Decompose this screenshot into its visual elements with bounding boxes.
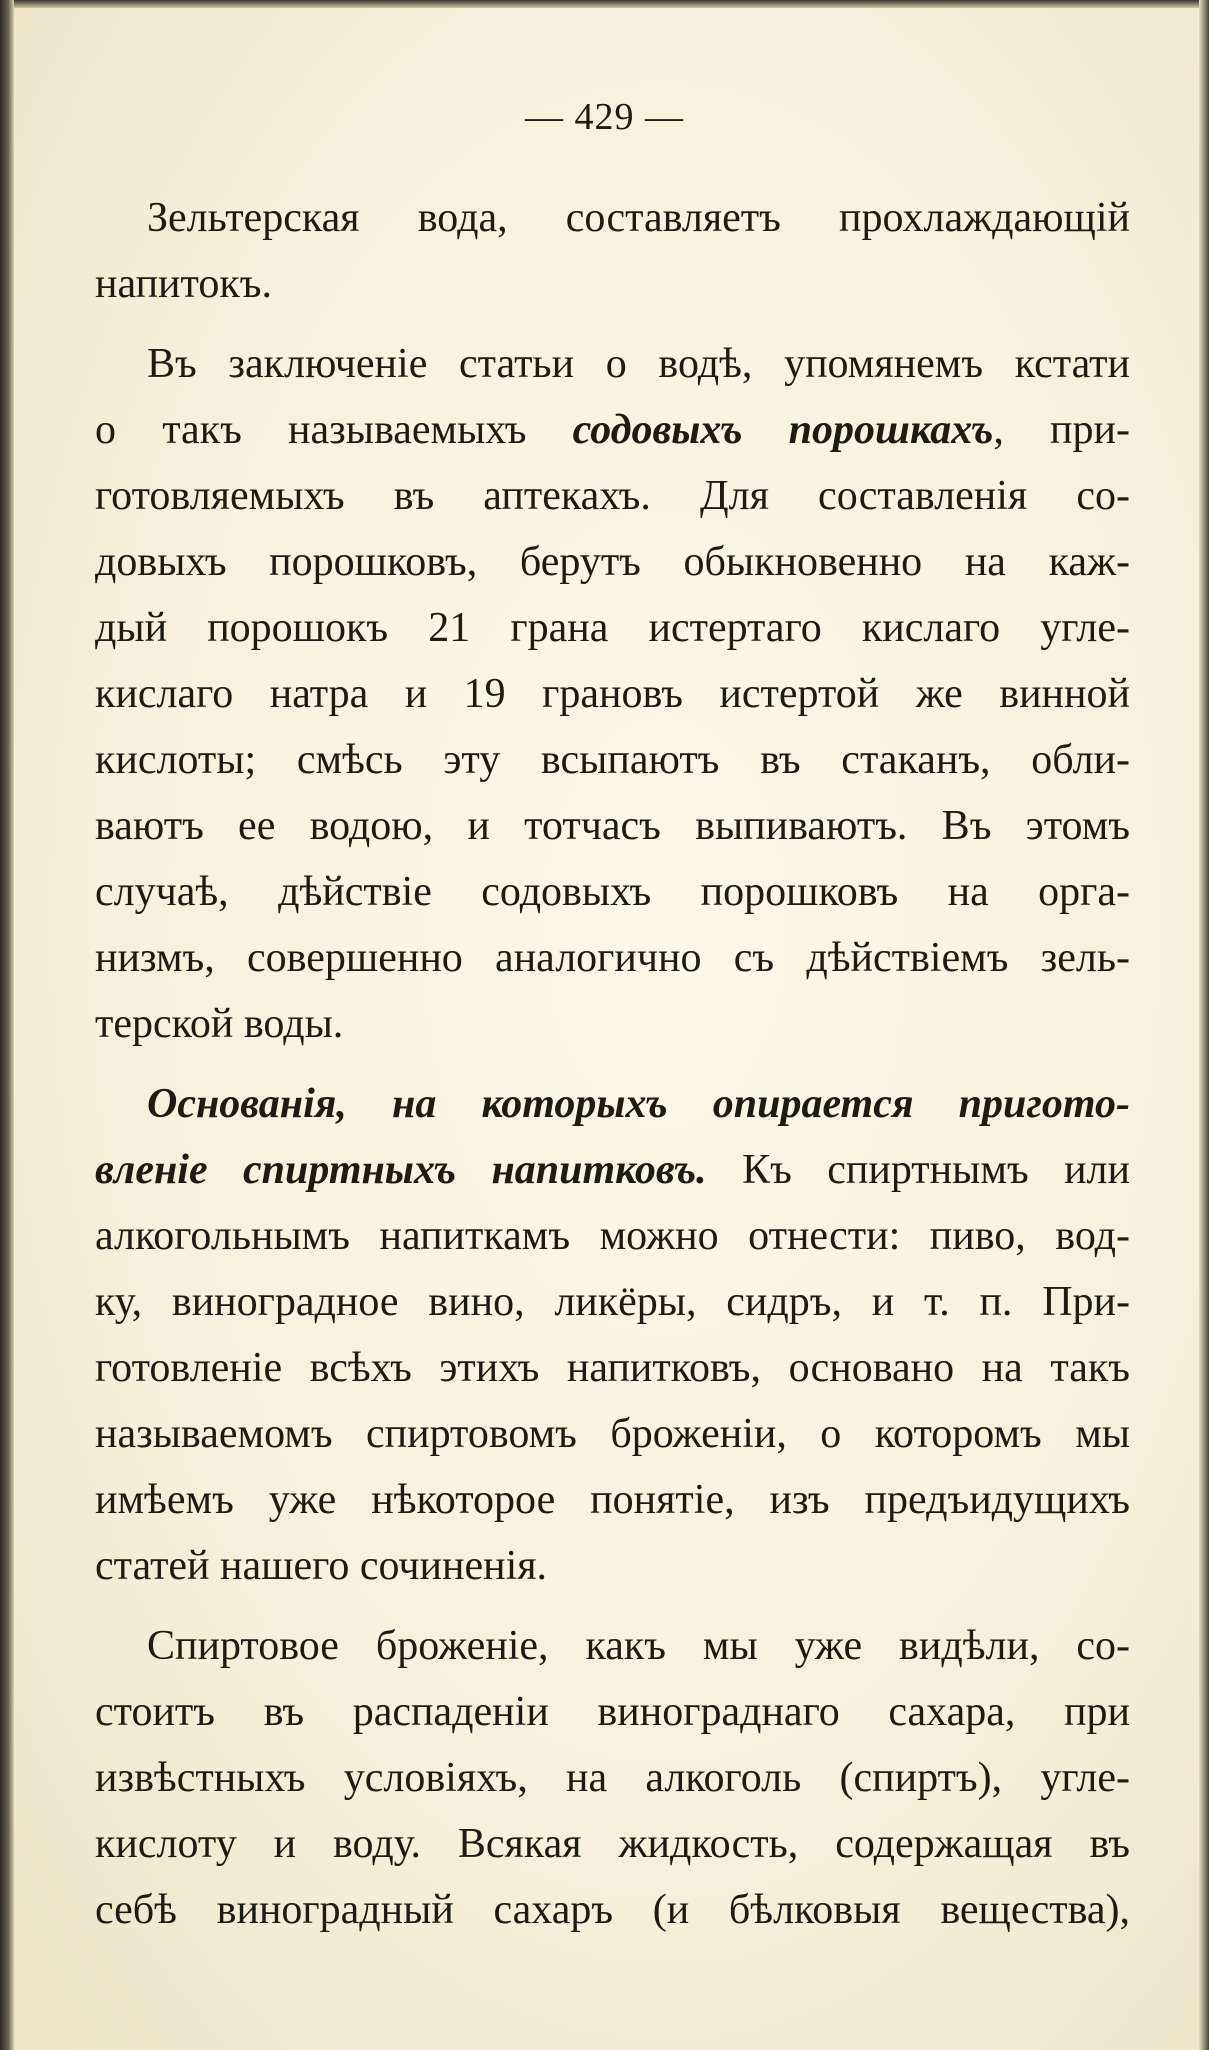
body-text (95, 185, 1130, 1943)
text-line: называемомъ спиртовомъ броженіи, о которомъ мы (95, 1411, 1130, 1457)
text-line: Основанія, на которыхъ опирается пригото- (147, 1081, 1130, 1127)
text-line: готовляемыхъ въ аптекахъ. Для составленія со- (95, 473, 1130, 519)
text-line: ку, виноградное вино, ликёры, сидръ, и т. п. При- (95, 1279, 1130, 1325)
text-line: кислоты; смѣсь эту всыпаютъ въ стаканъ, обли- (95, 737, 1130, 783)
page-right-edge (1199, 0, 1209, 2050)
text-line: готовленіе всѣхъ этихъ напитковъ, основано на такъ (95, 1345, 1130, 1391)
text-line: Въ заключеніе статьи о водѣ, упомянемъ кстати (147, 341, 1130, 387)
page-top-edge (0, 0, 1209, 8)
text-line: статей нашего сочиненія. (95, 1543, 548, 1589)
page-number: — 429 — (525, 96, 684, 138)
text-line: Зельтерская вода, составляетъ прохлаждающій (147, 195, 1130, 241)
text-line: алкогольнымъ напиткамъ можно отнести: пиво, вод- (95, 1213, 1130, 1259)
text-line: кислаго натра и 19 грановъ истертой же винной (95, 671, 1130, 717)
text-line: вленіе спиртныхъ напитковъ. Къ спиртнымъ или (95, 1147, 1130, 1193)
text-line: о такъ называемыхъ содовыхъ порошкахъ, при- (95, 407, 1130, 453)
text-line: терской воды. (95, 1001, 344, 1047)
page-binding-edge (0, 0, 14, 2050)
text-line: себѣ виноградный сахаръ (и бѣлковыя вещества), (95, 1887, 1130, 1933)
text-line: дый порошокъ 21 грана истертаго кислаго угле- (95, 605, 1130, 651)
text-line: Спиртовое броженіе, какъ мы уже видѣли, со- (147, 1623, 1130, 1669)
text-line: кислоту и воду. Всякая жидкость, содержащая въ (95, 1821, 1130, 1867)
text-line: стоитъ въ распаденіи винограднаго сахара, при (95, 1689, 1130, 1735)
paragraph (95, 1071, 1130, 1599)
text-line: ваютъ ее водою, и тотчасъ выпиваютъ. Въ этомъ (95, 803, 1130, 849)
text-line: извѣстныхъ условіяхъ, на алкоголь (спиртъ), угле- (95, 1755, 1130, 1801)
text-line: напитокъ. (95, 261, 272, 307)
text-line: низмъ, совершенно аналогично съ дѣйствіемъ зель- (95, 935, 1130, 981)
text-line: случаѣ, дѣйствіе содовыхъ порошковъ на орга- (95, 869, 1130, 915)
paragraph (95, 331, 1130, 1057)
paragraph (95, 1613, 1130, 1943)
paragraph (95, 185, 1130, 317)
text-line: довыхъ порошковъ, берутъ обыкновенно на каж- (95, 539, 1130, 585)
text-line: имѣемъ уже нѣкоторое понятіе, изъ предъидущихъ (95, 1477, 1130, 1523)
